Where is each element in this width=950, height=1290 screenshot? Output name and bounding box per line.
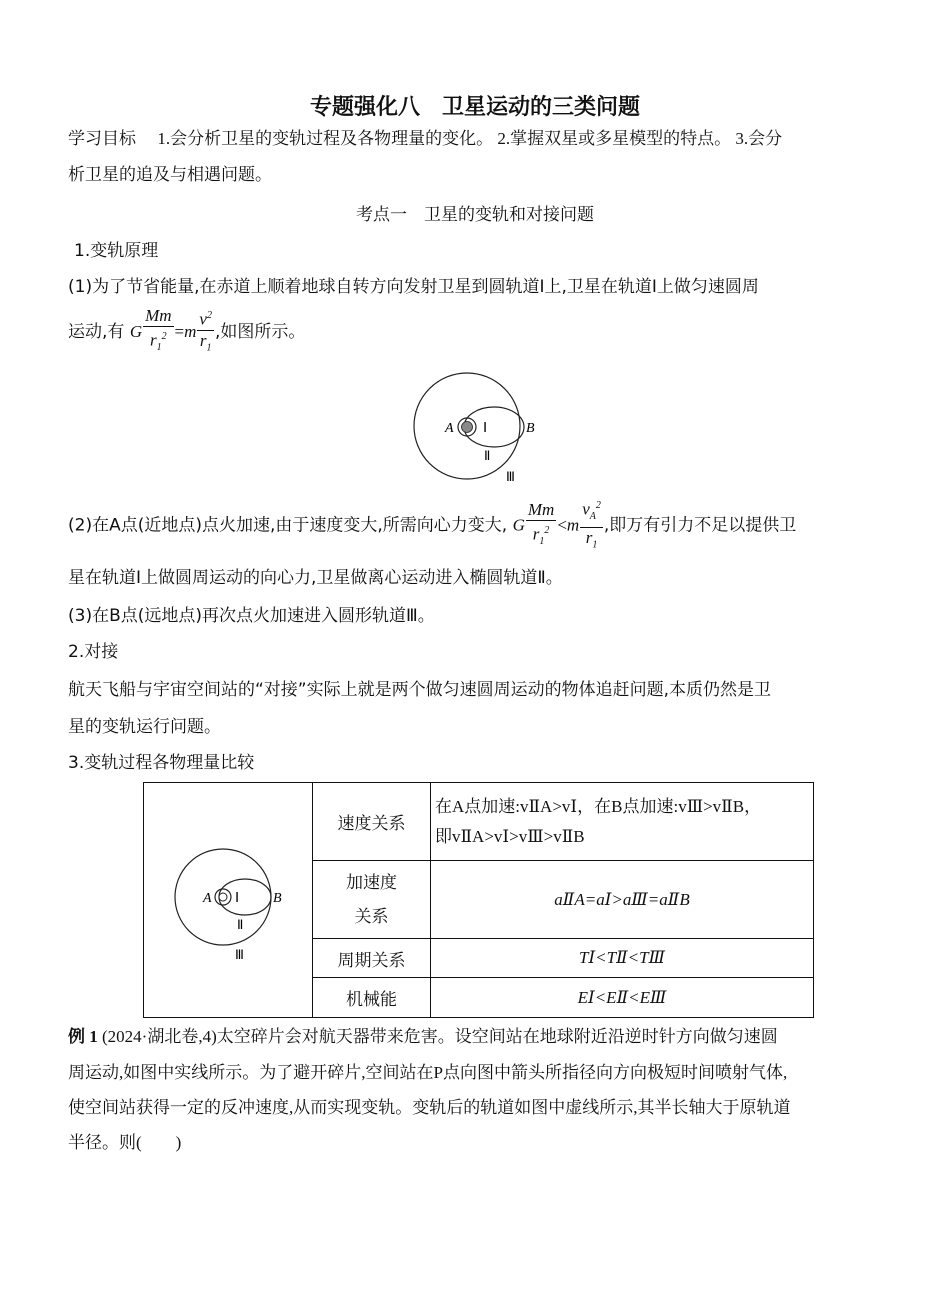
heading-docking: 2.对接	[68, 642, 119, 662]
learning-goals	[68, 124, 782, 149]
para1-line1: (1)为了节省能量,在赤道上顺着地球自转方向发射卫星到圆轨道Ⅰ上,卫星在轨道Ⅰ上做匀速圆周	[68, 277, 759, 297]
goals-line2: 析卫星的追及与相遇问题。	[68, 165, 272, 185]
example-line3: 使空间站获得一定的反冲速度,从而实现变轨。变轨后的轨道如图中虚线所示,其半长轴大于原轨道	[68, 1098, 791, 1117]
heading-comparison: 3.变轨过程各物理量比较	[68, 753, 255, 773]
section-heading: 考点一 卫星的变轨和对接问题	[356, 205, 594, 225]
earth-icon	[462, 422, 473, 433]
row-label: 周期关系	[313, 939, 431, 978]
row-label: 速度关系	[313, 783, 431, 861]
row-value: 在A点加速:vⅡA>vⅠ，在B点加速:vⅢ>vⅡB， 即vⅡA>vⅠ>vⅢ>vⅡB	[431, 783, 814, 861]
heading-orbit-principle: 1.变轨原理	[74, 241, 159, 261]
para4-line2: 星的变轨运行问题。	[68, 717, 221, 737]
example-label: 例 1	[68, 1027, 98, 1046]
table-label-orbit-2: Ⅱ	[237, 917, 244, 932]
table-earth-icon	[219, 893, 227, 901]
goals-line1: 1.会分析卫星的变轨过程及各物理量的变化。 2.掌握双星或多星模型的特点。 3.会分	[157, 129, 783, 148]
label-b: B	[526, 421, 535, 436]
example-line4: 半径。则( )	[68, 1133, 182, 1152]
para2-line2: 星在轨道Ⅰ上做圆周运动的向心力,卫星做离心运动进入椭圆轨道Ⅱ。	[68, 568, 563, 588]
comparison-table	[143, 782, 814, 1018]
para4-line1: 航天飞船与宇宙空间站的“对接”实际上就是两个做匀速圆周运动的物体追赶问题,本质仍然是卫	[68, 680, 772, 700]
label-a: A	[445, 421, 454, 436]
page-title: 专题强化八 卫星运动的三类问题	[309, 95, 640, 120]
para3: (3)在B点(远地点)再次点火加速进入圆形轨道Ⅲ。	[68, 606, 435, 626]
table-label-orbit-1: Ⅰ	[235, 891, 240, 906]
label-orbit-3: Ⅲ	[506, 469, 515, 484]
orbit-diagram	[408, 368, 548, 488]
example-line1: 例 1 (2024·湖北卷,4)太空碎片会对航天器带来危害。设空间站在地球附近沿逆时针方向做匀速圆	[68, 1027, 778, 1046]
example-line2: 周运动,如图中实线所示。为了避开碎片,空间站在P点向图中箭头所指径向方向极短时间喷射气体,	[68, 1063, 788, 1082]
formula-frac: $\frac{Mm}{r_1^2}$	[145, 306, 172, 354]
para1-line2: 运动,有 G $\frac{Mm}{r_1^2}$ =m $\frac{v^2}{r_1}$ ,如图所示。	[68, 306, 305, 358]
label-orbit-2: Ⅱ	[484, 448, 491, 463]
row-label: 加速度 关系	[313, 861, 431, 939]
table-label-b: B	[273, 891, 282, 906]
table-orbit-diagram	[145, 835, 311, 965]
table-diagram-cell	[144, 783, 313, 1018]
orbit-ellipse-2	[464, 407, 524, 447]
table-row	[144, 783, 814, 861]
goals-label: 学习目标	[68, 129, 136, 149]
label-orbit-1: Ⅰ	[483, 421, 488, 436]
table-label-orbit-3: Ⅲ	[235, 947, 244, 962]
table-label-a: A	[203, 891, 212, 906]
para2-line1: (2)在A点(近地点)点火加速,由于速度变大,所需向心力变大, G $\frac{Mm}{r_1^2}$ <m $\frac{v_A^2}{r_1}$ ,即万有引力不足以提供卫	[68, 496, 796, 555]
row-value: aⅡA=aⅠ>aⅢ=aⅡB	[431, 861, 814, 939]
row-label: 机械能	[313, 978, 431, 1018]
row-value: TⅠ<TⅡ<TⅢ	[431, 939, 814, 978]
row-value: EⅠ<EⅡ<EⅢ	[431, 978, 814, 1018]
